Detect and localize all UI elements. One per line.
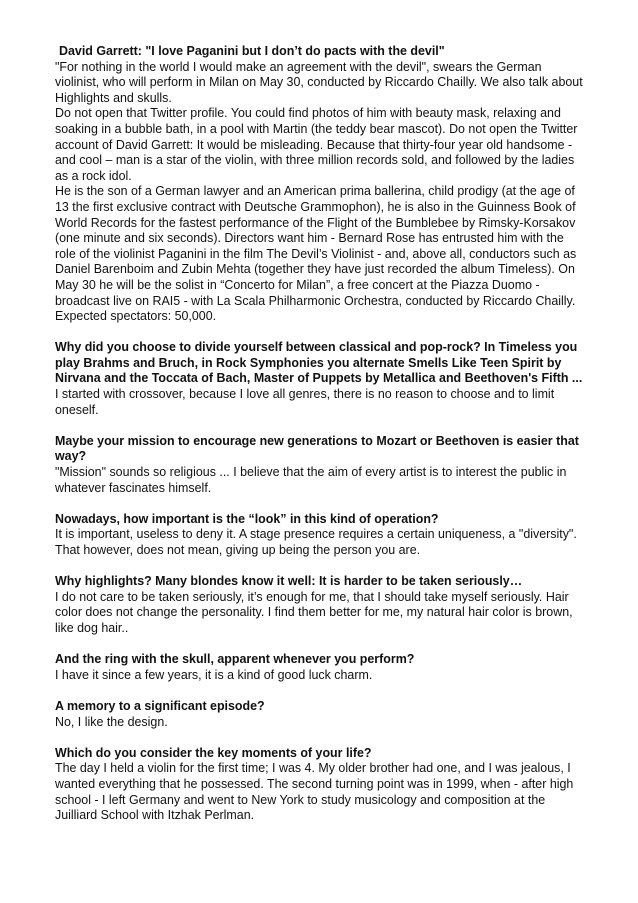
answer: I do not care to be taken seriously, it’s enough for me, that I should take myself seriously. Hair color does not change the personality. I find them better for me, my natural hair color is brown, like dog hair.. bbox=[55, 589, 573, 635]
answer: No, I like the design. bbox=[55, 714, 168, 729]
qa-block-memory bbox=[55, 699, 583, 730]
answer: I have it since a few years, it is a kind of good luck charm. bbox=[55, 667, 373, 682]
question: Nowadays, how important is the “look” in this kind of operation? bbox=[55, 511, 439, 526]
qa-block-key-moments bbox=[55, 746, 583, 824]
question: Why did you choose to divide yourself between classical and pop-rock? In Timeless you play Brahms and Bruch, in Rock Symphonies you alternate Smells Like Teen Spirit by Nirvana and the Toccata of Bach, Master of Puppets by Metallica and Beethoven's Fifth ... bbox=[55, 340, 583, 386]
question: Why highlights? Many blondes know it well: It is harder to be taken seriously… bbox=[55, 574, 523, 589]
document-page bbox=[55, 44, 583, 824]
question: And the ring with the skull, apparent whenever you perform? bbox=[55, 652, 415, 667]
article-intro bbox=[55, 60, 583, 325]
intro-paragraph-lede: "For nothing in the world I would make an agreement with the devil", swears the German violinist, who will perform in Milan on May 30, conducted by Riccardo Chailly. We also talk about Highlights and skulls. bbox=[55, 59, 583, 105]
article-title: David Garrett: "I love Paganini but I don’t do pacts with the devil" bbox=[59, 44, 445, 58]
question: A memory to a significant episode? bbox=[55, 698, 265, 713]
question: Maybe your mission to encourage new generations to Mozart or Beethoven is easier that way? bbox=[55, 433, 579, 464]
qa-block-crossover bbox=[55, 340, 583, 418]
answer: I started with crossover, because I love all genres, there is no reason to choose and to limit oneself. bbox=[55, 387, 555, 417]
answer: "Mission" sounds so religious ... I believe that the aim of every artist is to interest the public in whatever fascinates himself. bbox=[55, 465, 567, 495]
intro-paragraph-twitter: Do not open that Twitter profile. You could find photos of him with beauty mask, relaxing and soaking in a bubble bath, in a pool with Martin (the teddy bear mascot). Do not open the Twitter account of David Garrett: It would be misleading. Because that thirty-four year old handsome - and cool – man is a star of the violin, with three million records sold, and followed by the ladies as a rock idol. bbox=[55, 106, 578, 183]
answer: The day I held a violin for the first time; I was 4. My older brother had one, and I was jealous, I wanted everything that he possessed. The second turning point was in 1999, when - after high school - I left Germany and went to New York to study musicology and composition at the Juilliard School with Itzhak Perlman. bbox=[55, 761, 574, 823]
intro-paragraph-biography: He is the son of a German lawyer and an American prima ballerina, child prodigy (at the age of 13 the first exclusive contract with Deutsche Grammophon), he is also in the Guinness Book of World Records for the fastest performance of the Flight of the Bumblebee by Rimsky-Korsakov (one minute and six seconds). Directors want him - Bernard Rose has entrusted him with the role of the violinist Paganini in the film The Devil’s Violinist - and, above all, conductors such as Daniel Barenboim and Zubin Mehta (together they have just recorded the album Timeless). On May 30 he will be the solist in “Concerto for Milan”, a free concert at the Piazza Duomo - broadcast live on RAI5 - with La Scala Philharmonic Orchestra, conducted by Riccardo Chailly. Expected spectators: 50,000. bbox=[55, 184, 577, 324]
answer: It is important, useless to deny it. A stage presence requires a certain uniqueness, a "diversity". That however, does not mean, giving up being the person you are. bbox=[55, 527, 577, 557]
qa-block-highlights bbox=[55, 574, 583, 636]
question: Which do you consider the key moments of your life? bbox=[55, 745, 372, 760]
qa-block-look bbox=[55, 512, 583, 559]
qa-block-mission bbox=[55, 434, 583, 496]
qa-block-skull-ring bbox=[55, 652, 583, 683]
